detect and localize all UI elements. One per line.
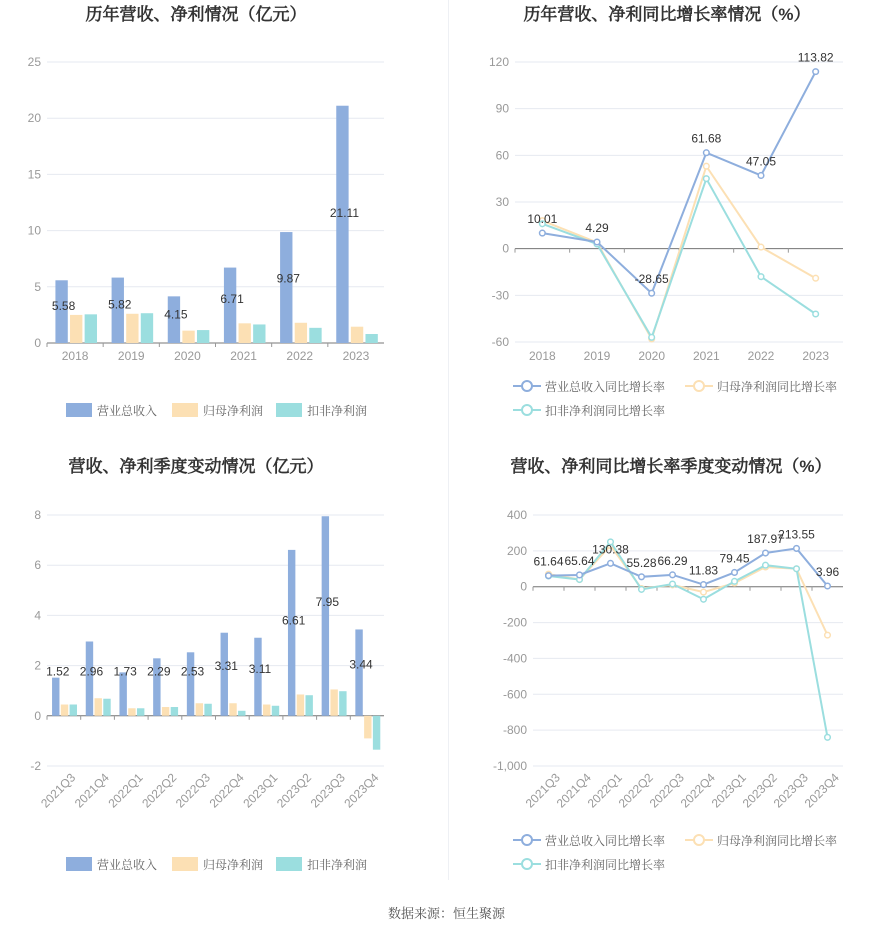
chart-svg [0,450,440,880]
x-tick-label: 2021Q3 [522,770,563,811]
bar-deducted-profit [309,328,321,343]
y-tick-label: 25 [27,55,41,69]
y-tick-label: 120 [488,55,509,69]
x-tick-label: 2022Q4 [206,770,247,811]
legend-label: 营业总收入同比增长率 [545,834,666,848]
line-point [813,275,819,281]
y-tick-label: 30 [495,195,509,209]
y-tick-label: 400 [506,508,527,522]
x-tick-label: 2022Q2 [139,770,180,811]
x-tick-label: 2023Q1 [708,770,749,811]
line-point [670,581,676,587]
annual-revenue-profit-chart [0,0,440,440]
legend-swatch[interactable] [66,857,92,871]
bar-revenue [187,652,194,716]
legend-label: 营业总收入 [97,404,158,418]
bar-parent-profit [229,703,236,716]
chart-title: 历年营收、净利同比增长率情况（%） [523,5,811,24]
revenue-data-label: 2.96 [79,664,104,679]
bar-revenue [336,106,348,343]
x-tick-label: 2022 [747,349,775,363]
legend-swatch[interactable] [276,857,302,871]
line-point [546,573,552,579]
x-tick-label: 2023Q4 [341,770,382,811]
bar-deducted-profit [137,708,144,716]
y-tick-label: -800 [502,723,527,738]
x-tick-label: 2023Q2 [273,770,315,811]
line-point [701,596,707,602]
bar-parent-profit [239,323,251,343]
line-point [649,290,655,296]
line-point [704,176,710,182]
line-point [649,335,655,341]
legend-swatch[interactable] [276,403,302,417]
revenue-growth-data-label: 55.28 [626,555,657,570]
legend-label: 扣非净利润同比增长率 [545,404,666,418]
x-tick-label: 2022Q4 [677,770,718,811]
revenue-growth-data-label: 10.01 [527,212,558,227]
revenue-growth-data-label: 61.64 [533,554,564,569]
x-tick-label: 2019 [117,349,145,363]
y-tick-label: -30 [491,288,509,303]
line-point [825,583,831,589]
revenue-data-label: 6.71 [220,292,244,307]
y-tick-label: 20 [27,111,41,126]
line-point [639,574,645,580]
bar-deducted-profit [70,705,77,716]
line-point [763,550,769,556]
y-tick-label: 4 [34,608,41,623]
line-point [704,150,710,156]
y-tick-label: 15 [27,167,41,182]
bar-revenue [288,550,295,716]
x-tick-label: 2020 [638,349,666,363]
revenue-growth-data-label: 65.64 [564,553,595,568]
x-tick-label: 2022Q1 [105,770,146,811]
legend-label: 归母净利润 [203,858,264,872]
y-tick-label: 5 [34,279,41,294]
revenue-data-label: 9.87 [276,271,300,286]
y-tick-label: -400 [502,651,527,666]
bar-parent-profit [263,705,270,716]
bar-revenue [52,678,59,716]
y-tick-label: 2 [34,658,41,673]
bar-deducted-profit [253,324,265,343]
line-point [577,572,583,578]
revenue-data-label: 3.31 [214,659,238,674]
chart-svg [449,450,889,880]
bar-revenue [280,232,292,343]
revenue-growth-data-label: 113.82 [797,50,834,65]
x-tick-label: 2023 [802,349,830,363]
x-tick-label: 2019 [583,349,611,363]
line-point [608,561,614,567]
line-point [540,230,546,236]
revenue-growth-data-label: 3.96 [815,565,840,580]
revenue-data-label: 2.29 [147,664,171,679]
x-tick-label: 2023 [342,349,370,363]
line-point [701,582,707,588]
bar-revenue [86,642,93,716]
bar-parent-profit [295,323,307,343]
x-tick-label: 2021 [692,349,720,363]
x-tick-label: 2021 [230,349,257,363]
line-point [701,589,707,595]
bar-parent-profit [70,315,82,343]
chart-title: 营收、净利季度变动情况（亿元） [68,457,324,476]
y-tick-label: 0 [502,241,509,256]
line-point [794,566,800,572]
legend-label: 扣非净利润 [307,858,368,872]
line-point [704,163,710,169]
bar-deducted-profit [373,716,380,750]
line-point [763,562,769,568]
legend-marker[interactable] [694,835,704,845]
revenue-growth-data-label: 130.38 [592,542,629,557]
legend-marker[interactable] [522,835,532,845]
y-tick-label: -200 [502,615,527,630]
revenue-growth-data-label: 61.68 [691,131,722,146]
x-tick-label: 2023Q3 [770,770,811,811]
chart-svg [0,0,440,440]
bar-deducted-profit [171,707,178,716]
revenue-growth-data-label: 79.45 [719,551,750,566]
legend-label: 归母净利润 [203,404,264,418]
bar-deducted-profit [197,330,209,343]
x-tick-label: 2022Q3 [646,770,687,811]
bar-deducted-profit [365,334,377,343]
revenue-data-label: 1.52 [46,664,70,679]
revenue-data-label: 2.53 [180,664,205,679]
bar-parent-profit [182,331,194,343]
bar-parent-profit [95,698,102,716]
legend-marker[interactable] [522,381,532,391]
y-tick-label: 200 [506,543,527,558]
y-tick-label: 0 [520,579,527,594]
revenue-data-label: 6.61 [281,613,306,628]
line-point [794,546,800,552]
revenue-data-label: 3.11 [248,661,272,676]
line-point [758,244,764,250]
x-tick-label: 2022Q2 [615,770,656,811]
revenue-growth-data-label: 4.29 [585,220,609,235]
y-tick-label: -2 [30,759,41,773]
bar-deducted-profit [272,706,279,716]
x-tick-label: 2021Q4 [553,770,594,811]
x-tick-label: 2022 [286,349,314,363]
revenue-data-label: 5.82 [108,297,132,312]
legend-label: 归母净利润同比增长率 [717,834,838,848]
legend-swatch[interactable] [66,403,92,417]
revenue-data-label: 4.15 [164,307,188,322]
revenue-data-label: 5.58 [51,298,76,313]
legend-marker[interactable] [522,859,532,869]
bar-deducted-profit [339,691,346,716]
legend-label: 营业总收入同比增长率 [545,380,666,394]
bar-parent-profit [196,703,203,716]
legend-marker[interactable] [522,405,532,415]
y-tick-label: 0 [34,708,41,723]
bar-parent-profit [162,707,169,716]
bar-revenue [119,672,126,715]
bar-parent-profit [61,705,68,716]
revenue-data-label: 7.95 [315,595,340,610]
bar-parent-profit [351,327,363,343]
y-tick-label: 8 [34,508,41,522]
revenue-data-label: 21.11 [329,206,360,221]
line-point [758,173,764,179]
revenue-growth-data-label: 187.97 [747,532,784,547]
line-parent-profit-growth [542,166,815,339]
bar-revenue [322,516,329,716]
bar-deducted-profit [141,313,153,343]
y-tick-label: 60 [495,148,509,163]
bar-revenue [355,629,362,715]
quarterly-growth-rate-chart [449,450,889,880]
line-point [825,632,831,638]
legend-label: 扣非净利润同比增长率 [545,858,666,872]
x-tick-label: 2022Q1 [584,770,625,811]
legend-label: 营业总收入 [97,858,158,872]
y-tick-label: 0 [34,336,41,350]
revenue-data-label: 3.44 [349,657,373,672]
x-tick-label: 2023Q4 [801,770,842,811]
x-tick-label: 2023Q3 [307,770,348,811]
line-point [813,311,819,317]
x-tick-label: 2018 [61,349,89,363]
bar-parent-profit [126,314,138,343]
legend-label: 扣非净利润 [307,404,368,418]
x-tick-label: 2018 [528,349,556,363]
bar-parent-profit [128,708,135,716]
bar-revenue [221,633,228,716]
x-tick-label: 2022Q3 [172,770,213,811]
x-tick-label: 2023Q2 [739,770,780,811]
data-source-footer: 数据来源：恒生聚源 [387,906,505,921]
bar-parent-profit [364,716,371,739]
y-tick-label: -60 [491,335,509,349]
line-point [813,69,819,75]
line-point [639,587,645,593]
line-point [758,274,764,280]
y-tick-label: -600 [502,687,527,702]
bar-parent-profit [330,689,337,715]
line-point [825,735,831,741]
revenue-growth-data-label: 66.29 [657,553,688,568]
revenue-growth-data-label: 47.05 [745,154,777,169]
bar-deducted-profit [305,695,312,716]
chart-svg [449,0,889,440]
revenue-growth-data-label: 11.83 [688,563,719,578]
y-tick-label: -1,000 [492,759,527,773]
line-point [732,570,738,576]
y-tick-label: 90 [495,101,509,116]
y-tick-label: 6 [34,558,41,573]
x-tick-label: 2020 [174,349,201,363]
x-tick-label: 2023Q1 [240,770,281,811]
chart-title: 营收、净利同比增长率季度变动情况（%） [510,457,832,476]
bar-deducted-profit [204,704,211,716]
bar-deducted-profit [85,314,97,343]
bar-deducted-profit [103,699,110,716]
bar-parent-profit [297,694,304,715]
legend-marker[interactable] [694,381,704,391]
bar-revenue [254,638,261,716]
legend-swatch[interactable] [172,857,198,871]
legend-swatch[interactable] [172,403,198,417]
revenue-data-label: 1.73 [113,664,137,679]
bar-deducted-profit [238,711,245,716]
x-tick-label: 2021Q3 [38,770,79,811]
line-point [732,579,738,585]
y-tick-label: 10 [27,223,41,238]
line-point [670,572,676,578]
legend-label: 归母净利润同比增长率 [717,380,838,394]
quarterly-revenue-profit-chart [0,450,440,880]
chart-title: 历年营收、净利情况（亿元） [85,5,307,24]
revenue-growth-data-label: -28.65 [634,272,669,287]
annual-growth-rate-chart [449,0,889,440]
x-tick-label: 2021Q4 [71,770,112,811]
revenue-growth-data-label: 213.55 [778,527,815,542]
line-point [594,239,600,245]
